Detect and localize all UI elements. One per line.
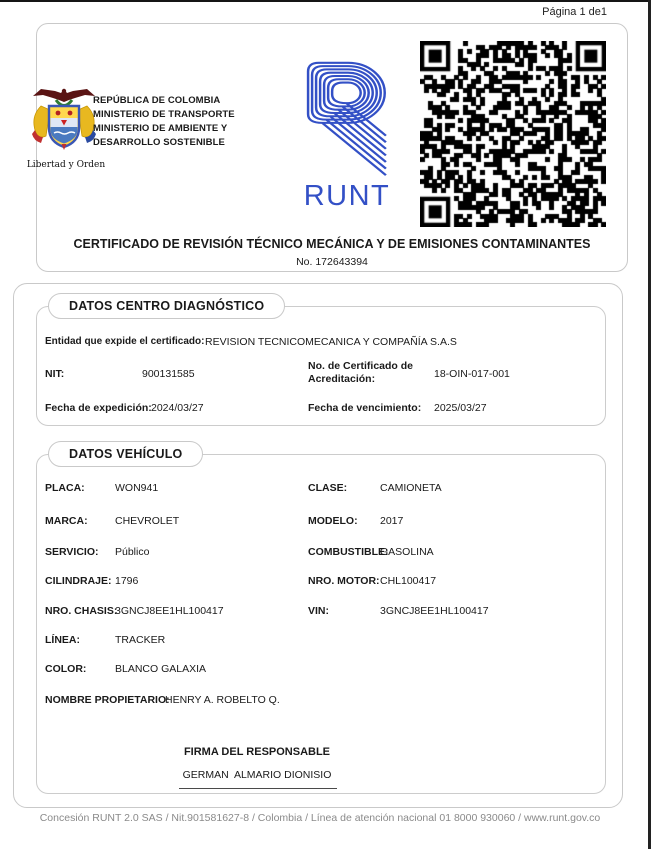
- emblem-motto: Libertad y Orden: [26, 160, 106, 170]
- fecha-expedicion-value: 2024/03/27: [151, 402, 204, 414]
- fecha-vencimiento-value: 2025/03/27: [434, 402, 487, 414]
- fecha-vencimiento-label: Fecha de vencimiento:: [308, 402, 422, 414]
- servicio-value: Público: [115, 546, 150, 558]
- servicio-label: SERVICIO:: [45, 546, 99, 558]
- signature-name: GERMAN ALMARIO DIONISIO: [182, 769, 332, 781]
- combustible-label: COMBUSTIBLE:: [308, 546, 389, 558]
- signature-line: [179, 788, 337, 789]
- placa-label: PLACA:: [45, 482, 85, 494]
- ministry-line: MINISTERIO DE TRANSPORTE: [93, 109, 235, 120]
- marca-label: MARCA:: [45, 515, 88, 527]
- linea-label: LÍNEA:: [45, 634, 80, 646]
- marca-value: CHEVROLET: [115, 515, 180, 527]
- clase-value: CAMIONETA: [380, 482, 442, 494]
- propietario-value: HENRY A. ROBELTO Q.: [165, 694, 280, 706]
- entidad-value: REVISION TECNICOMECANICA Y COMPAÑÍA S.A.S: [205, 336, 457, 348]
- page-number-label: Página 1 de1: [542, 6, 607, 18]
- certificate-title: CERTIFICADO DE REVISIÓN TÉCNICO MECÁNICA Y DE EMISIONES CONTAMINANTES: [73, 237, 591, 251]
- cilindraje-label: CILINDRAJE:: [45, 575, 112, 587]
- placa-value: WON941: [115, 482, 159, 494]
- nit-value: 900131585: [142, 368, 195, 380]
- runt-r-mark-icon: [301, 57, 393, 181]
- nro-motor-value: CHL100417: [380, 575, 437, 587]
- header-box: [26, 23, 628, 272]
- propietario-label: NOMBRE PROPIETARIO:: [45, 694, 170, 706]
- coat-of-arms-icon: [29, 86, 99, 164]
- combustible-value: GASOLINA: [380, 546, 434, 558]
- qr-code: [420, 41, 606, 227]
- runt-logo: [295, 57, 399, 211]
- section-title-diagnostic-center: DATOS CENTRO DIAGNÓSTICO: [48, 293, 285, 319]
- vin-value: 3GNCJ8EE1HL100417: [380, 605, 489, 617]
- acreditacion-label: No. de Certificado de Acreditación:: [308, 360, 414, 385]
- modelo-value: 2017: [380, 515, 404, 527]
- page-top-edge: [0, 0, 651, 2]
- nro-chasis-label: NRO. CHASIS:: [45, 605, 118, 617]
- entidad-label: Entidad que expide el certificado:: [45, 336, 205, 347]
- ministry-line: MINISTERIO DE AMBIENTE Y: [93, 123, 228, 134]
- clase-label: CLASE:: [308, 482, 348, 494]
- certificate-body: [13, 283, 623, 808]
- color-value: BLANCO GALAXIA: [115, 663, 207, 675]
- cilindraje-value: 1796: [115, 575, 139, 587]
- modelo-label: MODELO:: [308, 515, 358, 527]
- signature-block: [107, 746, 407, 781]
- certificate-number: No. 172643394: [296, 256, 368, 268]
- acreditacion-value: 18-OIN-017-001: [434, 368, 510, 380]
- ministry-lines: [93, 94, 235, 150]
- section-title-vehicle: DATOS VEHÍCULO: [48, 441, 203, 467]
- linea-value: TRACKER: [115, 634, 166, 646]
- ministry-line: REPÚBLICA DE COLOMBIA: [93, 95, 221, 106]
- section-vehicle: [36, 454, 606, 794]
- color-label: COLOR:: [45, 663, 87, 675]
- nro-chasis-value: 3GNCJ8EE1HL100417: [115, 605, 224, 617]
- nit-label: NIT:: [45, 368, 65, 380]
- runt-wordmark: RUNT: [303, 180, 391, 212]
- section-diagnostic-center: [36, 306, 606, 426]
- fecha-expedicion-label: Fecha de expedición:: [45, 402, 152, 414]
- nro-motor-label: NRO. MOTOR:: [308, 575, 380, 587]
- footer-text: Concesión RUNT 2.0 SAS / Nit.901581627-8 / Colombia / Línea de atención nacional 01 8000 930060 / www.runt.gov.co: [39, 812, 601, 824]
- vin-label: VIN:: [308, 605, 329, 617]
- ministry-line: DESARROLLO SOSTENIBLE: [93, 137, 225, 148]
- signature-title: FIRMA DEL RESPONSABLE: [183, 746, 331, 758]
